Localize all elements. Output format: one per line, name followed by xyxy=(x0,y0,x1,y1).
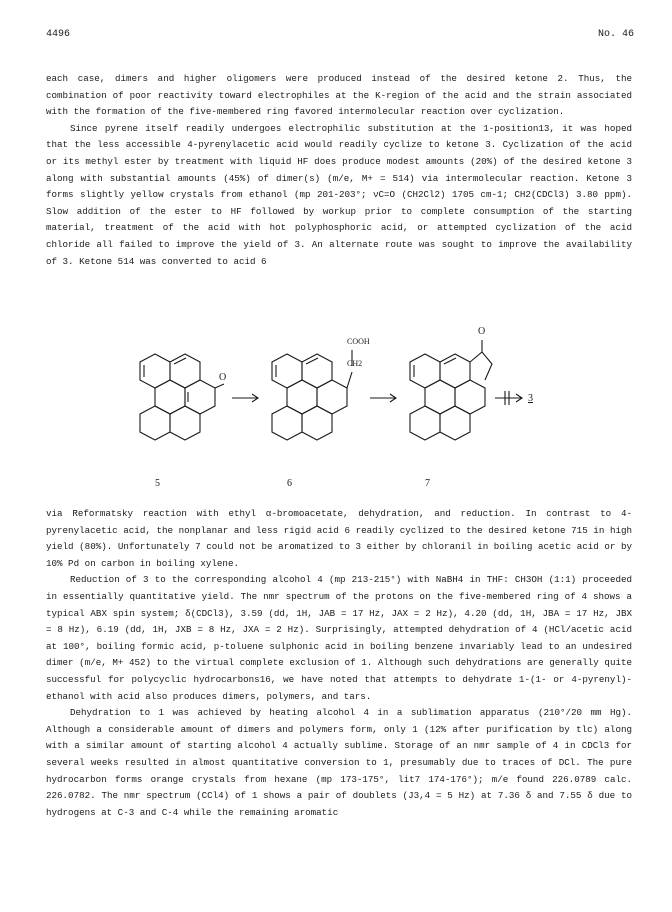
cooh-label: COOH xyxy=(347,337,370,346)
label-7: 7 xyxy=(425,478,430,489)
reaction-scheme xyxy=(100,326,560,496)
issue-number: No. 46 xyxy=(598,29,635,40)
paragraph-reformatsky: via Reformatsky reaction with ethyl α-bromoacetate, dehydration, and reduction. In contrast to 4-pyrenylacetic acid, the nonplanar and less rigid acid 6 readily cyclized to the desired ketone 715 in high yield (80%). Unfortunately 7 could not be aromatized to 3 either by chloranil in boiling acetic acid or by 10% Pd on carbon in boiling xylene. xyxy=(46,508,632,569)
ketone-7-o-label: O xyxy=(478,326,486,337)
page-number: 4496 xyxy=(46,29,71,40)
label-5: 5 xyxy=(155,478,160,489)
compound-7-structure xyxy=(410,340,492,440)
paragraph-dehydration: Dehydration to 1 was achieved by heating alcohol 4 in a sublimation apparatus (210°/20 mm Hg). Although a considerable amount of dimers and polymers form, only 1 (12% after purification by tlc) along with a similar amount of starting alcohol 4 actually sublime. Storage of an nmr sample of 4 in CDCl3 for several weeks resulted in almost quantitative conversion to 1, presumably due to traces of DCl. The pure hydrocarbon forms orange crystals from hexane (mp 173-175°, lit7 174-176°); m/e found 226.0789 calc. 226.0782. The nmr spectrum (CCl4) of 1 shows a pair of doublets (J3,4 = 5 Hz) at 7.36 δ and 7.55 δ due to hydrogens at C-3 and C-4 while the remaining aromatic xyxy=(46,707,632,818)
paragraph-reduction: Reduction of 3 to the corresponding alcohol 4 (mp 213-215°) with NaBH4 in THF: CH3OH (1:1) proceeded in essentially quantitative yield. The nmr spectrum of the protons on the five-membered ring of 4 shows a typical ABX spin system; δ(CDCl3), 3.59 (dd, 1H, JAB = 17 Hz, JAX = 2 Hz), 4.20 (dd, 1H, JBA = 17 Hz, JBX = 8 Hz), 6.19 (dd, 1H, JXB = 8 Hz, JXA = 2 Hz). Surprisingly, attempted dehydration of 4 (HCl/acetic acid at 100°, boiling formic acid, p-toluene sulphonic acid in boiling benzene invariably lead to an undesired dimer (m/e, M+ 452) to the virtual complete exclusion of 1. Although such dehydrations are generally quite successful for polycyclic hydrocarbons16, we have noted that attempts to dehydrate 1-(1- or 4-pyrenyl)-ethanol with acid also produces dimers, polymers, and tars. xyxy=(46,574,632,702)
scheme-svg xyxy=(100,326,560,496)
paragraph-continuation: each case, dimers and higher oligomers were produced instead of the desired ketone 2. Thus, the combination of poor reactivity toward electrophiles at the K-region of the acid and the strain associated with the formation of the five-membered ring favored intermolecular reaction over cyclization. xyxy=(46,73,632,118)
compound-6-structure xyxy=(272,350,352,440)
target-label-3: 3 xyxy=(528,393,533,404)
paragraph-cyclization: Since pyrene itself readily undergoes electrophilic substitution at the 1-position13, it was hoped that the less accessible 4-pyrenylacetic acid would readily cyclize to ketone 3. Cyclization of the acid or its methyl ester by treatment with liquid HF does produce modest amounts (20%) of the desired ketone 3 along with substantial amounts (45%) of dimer(s) (m/e, M+ = 514) via intermolecular reaction. Ketone 3 forms slightly yellow crystals from ethanol (mp 201-203°; νC=O (CH2Cl2) 1705 cm-1; CH2(CDCl3) 3.80 ppm). Slow addition of the ester to HF followed by workup prior to complete consumption of the starting material, treatment of the acid with hot polyphosphoric acid, or attempted cyclization of the acid chloride all failed to improve the yield of 3. An alternate route was sought to improve the availability of 3. Ketone 514 was converted to acid 6 xyxy=(46,122,632,267)
text-block-bottom xyxy=(46,506,632,821)
text-block-top xyxy=(46,71,632,270)
ketone-o-label: O xyxy=(219,372,227,383)
compound-5-structure xyxy=(140,354,227,440)
label-6: 6 xyxy=(287,478,292,489)
ch2-label: CH2 xyxy=(347,359,363,368)
